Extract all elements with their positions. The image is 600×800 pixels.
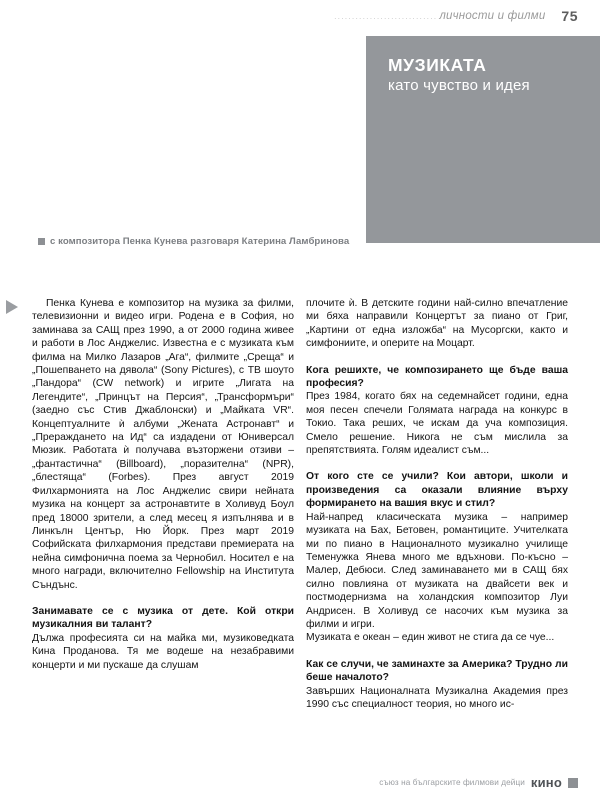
- footer-brand: кино: [530, 775, 562, 790]
- column-right: [306, 297, 568, 772]
- question-3: От кого сте се учили? Кои автори, школи и произведения са оказали влияние върху формирането на вашия вкус и стил?: [306, 471, 568, 510]
- byline-text: с композитора Пенка Кунева разговаря Катерина Ламбринова: [50, 236, 350, 247]
- answer-4: Завърших Националната Музикална Академия през 1990 със специалност теория, но много ис-: [306, 685, 568, 710]
- square-bullet-icon: [38, 238, 45, 245]
- question-4: Как се случи, че заминахте за Америка? Трудно ли беше началото?: [306, 658, 568, 684]
- answer-3-extra: Музиката е океан – един живот не стига да се чуе...: [306, 632, 555, 644]
- article-body: [0, 297, 600, 772]
- article-subtitle: като чувство и идея: [388, 77, 530, 94]
- column-left: [32, 297, 294, 772]
- answer-1: Дължа професията си на майка ми, музиковедката Кина Проданова. Тя ме водеше на незабравими концерти и ми пускаше да слушам: [32, 632, 294, 671]
- question-1: Занимавате се с музика от дете. Кой откри музикалния ви талант?: [32, 605, 294, 631]
- article-title: МУЗИКАТА: [388, 55, 487, 75]
- byline: [38, 233, 368, 250]
- page-number: 75: [561, 8, 578, 24]
- title-block: [366, 36, 600, 243]
- question-2: Кога решихте, че композирането ще бъде ваша професия?: [306, 364, 568, 390]
- footer-organization: съюз на българските филмови дейци: [379, 778, 525, 787]
- page-footer: [0, 775, 600, 790]
- running-head: [0, 6, 600, 26]
- answer-2: През 1984, когато бях на седемнайсет години, една моя песен спечели Голямата награда на конкурс в Токио. Така реших, че искам да уча композиция. Смело решение. Никога не съм мислила за препятствията. Голям идеалист съм...: [306, 391, 568, 457]
- answer-1-continued: плочите ѝ. В детските години най-силно впечатление ми бяха направили Концертът за пиано от Григ, „Картини от една изложба“ на Мусоргски, както и симфониите, и оперите на Моцарт.: [306, 298, 568, 350]
- running-head-label: личности и филми: [439, 10, 546, 22]
- square-mark-icon: [568, 778, 578, 788]
- running-head-rule: .............................: [334, 11, 438, 21]
- paragraph-intro: Пенка Кунева е композитор на музика за филми, телевизионни и видео игри. Родена е в София, но заминава за САЩ през 1990, а от 2000 година живее и работи в Лос Анджелис. Известна е с музиката към филма на Милко Лазаров „Ага“, филмите „Среща“ и „Пошепването на дявола“ (Sony Pictures), с ТВ шоуто „Пандора“ (CW network) и игрите „Лигата на Легендите“, „Принцът на Персия“, „Трансформъри“ (заедно със Стив Джаблонски) и „Майката VR“. Концептуалните ѝ албуми „Жената Астронавт“ и „Прераждането на Ид“ са издадени от Юниверсал Мюзик. Работата ѝ получава възторжени отзиви – „фантастична“ (Billboard), „поразителна“ (NPR), „блестяща“ (Forbes). През август 2019 Филхармонията на Лос Анджелис свири нейната музика на концерт за астронавтите в Холивуд Боул пред 18000 зрители, а след месец я изпълнява и в Линкълн Център, Ню Йорк. През март 2019 Софийската филхармония представи премиерата на нейна симфонична поема за Чернобил. Носител е на много награди, включително Fellowship на Института Съндънс.: [32, 298, 294, 591]
- answer-3: Най-напред класическата музика – например музиката на Бах, Бетовен, романтиците. Учителката ми по пиано в Националното музикално училище Теменужка Янева много ме вдъхнови. По-късно – Малер, Дебюси. След заминаването ми в САЩ бях силно повлияна от музиката на двайсети век и постмодернизма на холандския композитор Луи Андрисен. В Холивуд се насочих към музика за филми и игри.: [306, 511, 568, 630]
